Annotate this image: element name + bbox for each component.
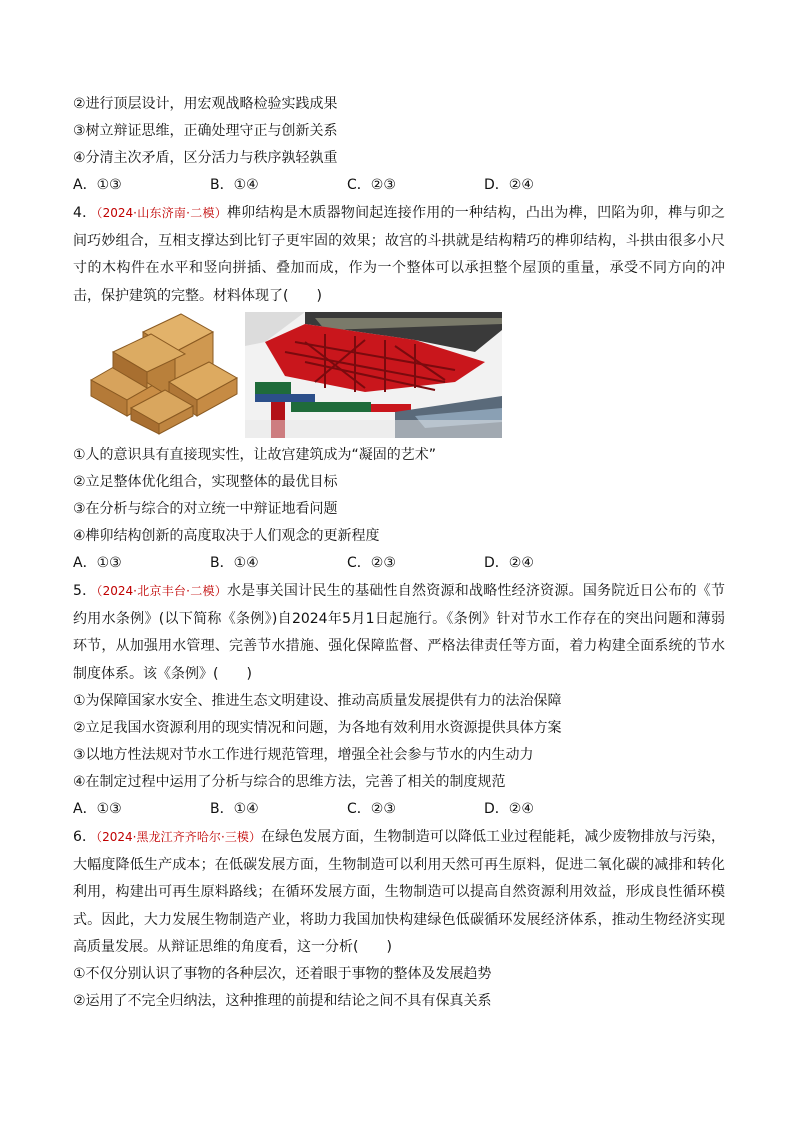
q4-choice-d[interactable]: D．②④ <box>484 555 534 571</box>
q6-stem <box>73 824 725 962</box>
q4-choice-b[interactable]: B．①④ <box>210 555 259 571</box>
q5-number: 5． <box>73 583 97 599</box>
q4-source: （2024·山东济南·二模） <box>96 206 227 220</box>
q5-option-3: ③以地方性法规对节水工作进行规范管理，增强全社会参与节水的内生动力 <box>73 747 534 763</box>
q3-choice-d[interactable]: D．②④ <box>484 177 534 193</box>
wooden-burr-puzzle-image <box>73 312 241 438</box>
q4-choices <box>73 553 725 573</box>
q5-option-1: ①为保障国家水安全、推进生态文明建设、推动高质量发展提供有力的法治保障 <box>73 693 562 709</box>
q5-choice-a[interactable]: A．①③ <box>73 801 122 817</box>
q5-stem-text: 水是事关国计民生的基础性自然资源和战略性经济资源。国务院近日公布的《节约用水条例》(以下简称《条例》)自2024年5月1日起施行。《条例》针对节水工作存在的突出问题和薄弱环节，从加强用水管理、完善节水措施、强化保障监督、严格法律责任等方面，着力构建全面系统的节水制度体系。该《条例》( ) <box>73 583 725 682</box>
q5-choice-b[interactable]: B．①④ <box>210 801 259 817</box>
q5-choice-d[interactable]: D．②④ <box>484 801 534 817</box>
dougong-bracket-image <box>245 312 502 438</box>
q3-option-2: ②进行顶层设计，用宏观战略检验实践成果 <box>73 96 338 112</box>
q4-images <box>73 312 503 438</box>
q4-stem <box>73 200 725 310</box>
q4-stem-text: 榫卯结构是木质器物间起连接作用的一种结构，凸出为榫，凹陷为卯，榫与卯之间巧妙组合，互相支撑达到比钉子更牢固的效果；故宫的斗拱就是结构精巧的榫卯结构，斗拱由很多小尺寸的木构件在水平和竖向拼插、叠加而成，作为一个整体可以承担整个屋顶的重量，承受不同方向的冲击，保护建筑的完整。材料体现了( ) <box>73 205 725 304</box>
q4-option-1: ①人的意识具有直接现实性，让故宫建筑成为“凝固的艺术” <box>73 447 437 463</box>
q4-choice-a[interactable]: A．①③ <box>73 555 122 571</box>
q3-choices <box>73 175 725 195</box>
q6-stem-text: 在绿色发展方面，生物制造可以降低工业过程能耗，减少废物排放与污染，大幅度降低生产成本；在低碳发展方面，生物制造可以利用天然可再生原料，促进二氧化碳的减排和转化利用，构建出可再生原料路线；在循环发展方面，生物制造可以提高自然资源利用效益，形成良性循环模式。因此，大力发展生物制造产业，将助力我国加快构建绿色低碳循环发展经济体系，推动生物经济实现高质量发展。从辩证思维的角度看，这一分析( ) <box>73 829 725 955</box>
q6-source: （2024·黑龙江齐齐哈尔·三模） <box>96 830 262 844</box>
q5-source: （2024·北京丰台·二模） <box>96 584 227 598</box>
q4-option-4: ④榫卯结构创新的高度取决于人们观念的更新程度 <box>73 528 380 544</box>
q5-option-4: ④在制定过程中运用了分析与综合的思维方法，完善了相关的制度规范 <box>73 774 506 790</box>
q5-option-2: ②立足我国水资源利用的现实情况和问题，为各地有效利用水资源提供具体方案 <box>73 720 562 736</box>
q5-choice-c[interactable]: C．②③ <box>347 801 396 817</box>
q4-choice-c[interactable]: C．②③ <box>347 555 396 571</box>
q3-choice-c[interactable]: C．②③ <box>347 177 396 193</box>
q4-option-2: ②立足整体优化组合，实现整体的最优目标 <box>73 474 338 490</box>
q4-option-3: ③在分析与综合的对立统一中辩证地看问题 <box>73 501 338 517</box>
q5-stem <box>73 578 725 688</box>
q6-option-2: ②运用了不完全归纳法，这种推理的前提和结论之间不具有保真关系 <box>73 993 492 1009</box>
q3-option-3: ③树立辩证思维，正确处理守正与创新关系 <box>73 123 338 139</box>
q4-number: 4． <box>73 205 97 221</box>
q6-number: 6． <box>73 829 97 845</box>
q5-choices <box>73 799 725 819</box>
q3-choice-b[interactable]: B．①④ <box>210 177 259 193</box>
q6-option-1: ①不仅分别认识了事物的各种层次，还着眼于事物的整体及发展趋势 <box>73 966 492 982</box>
q3-option-4: ④分清主次矛盾，区分活力与秩序孰轻孰重 <box>73 150 338 166</box>
q3-choice-a[interactable]: A．①③ <box>73 177 122 193</box>
